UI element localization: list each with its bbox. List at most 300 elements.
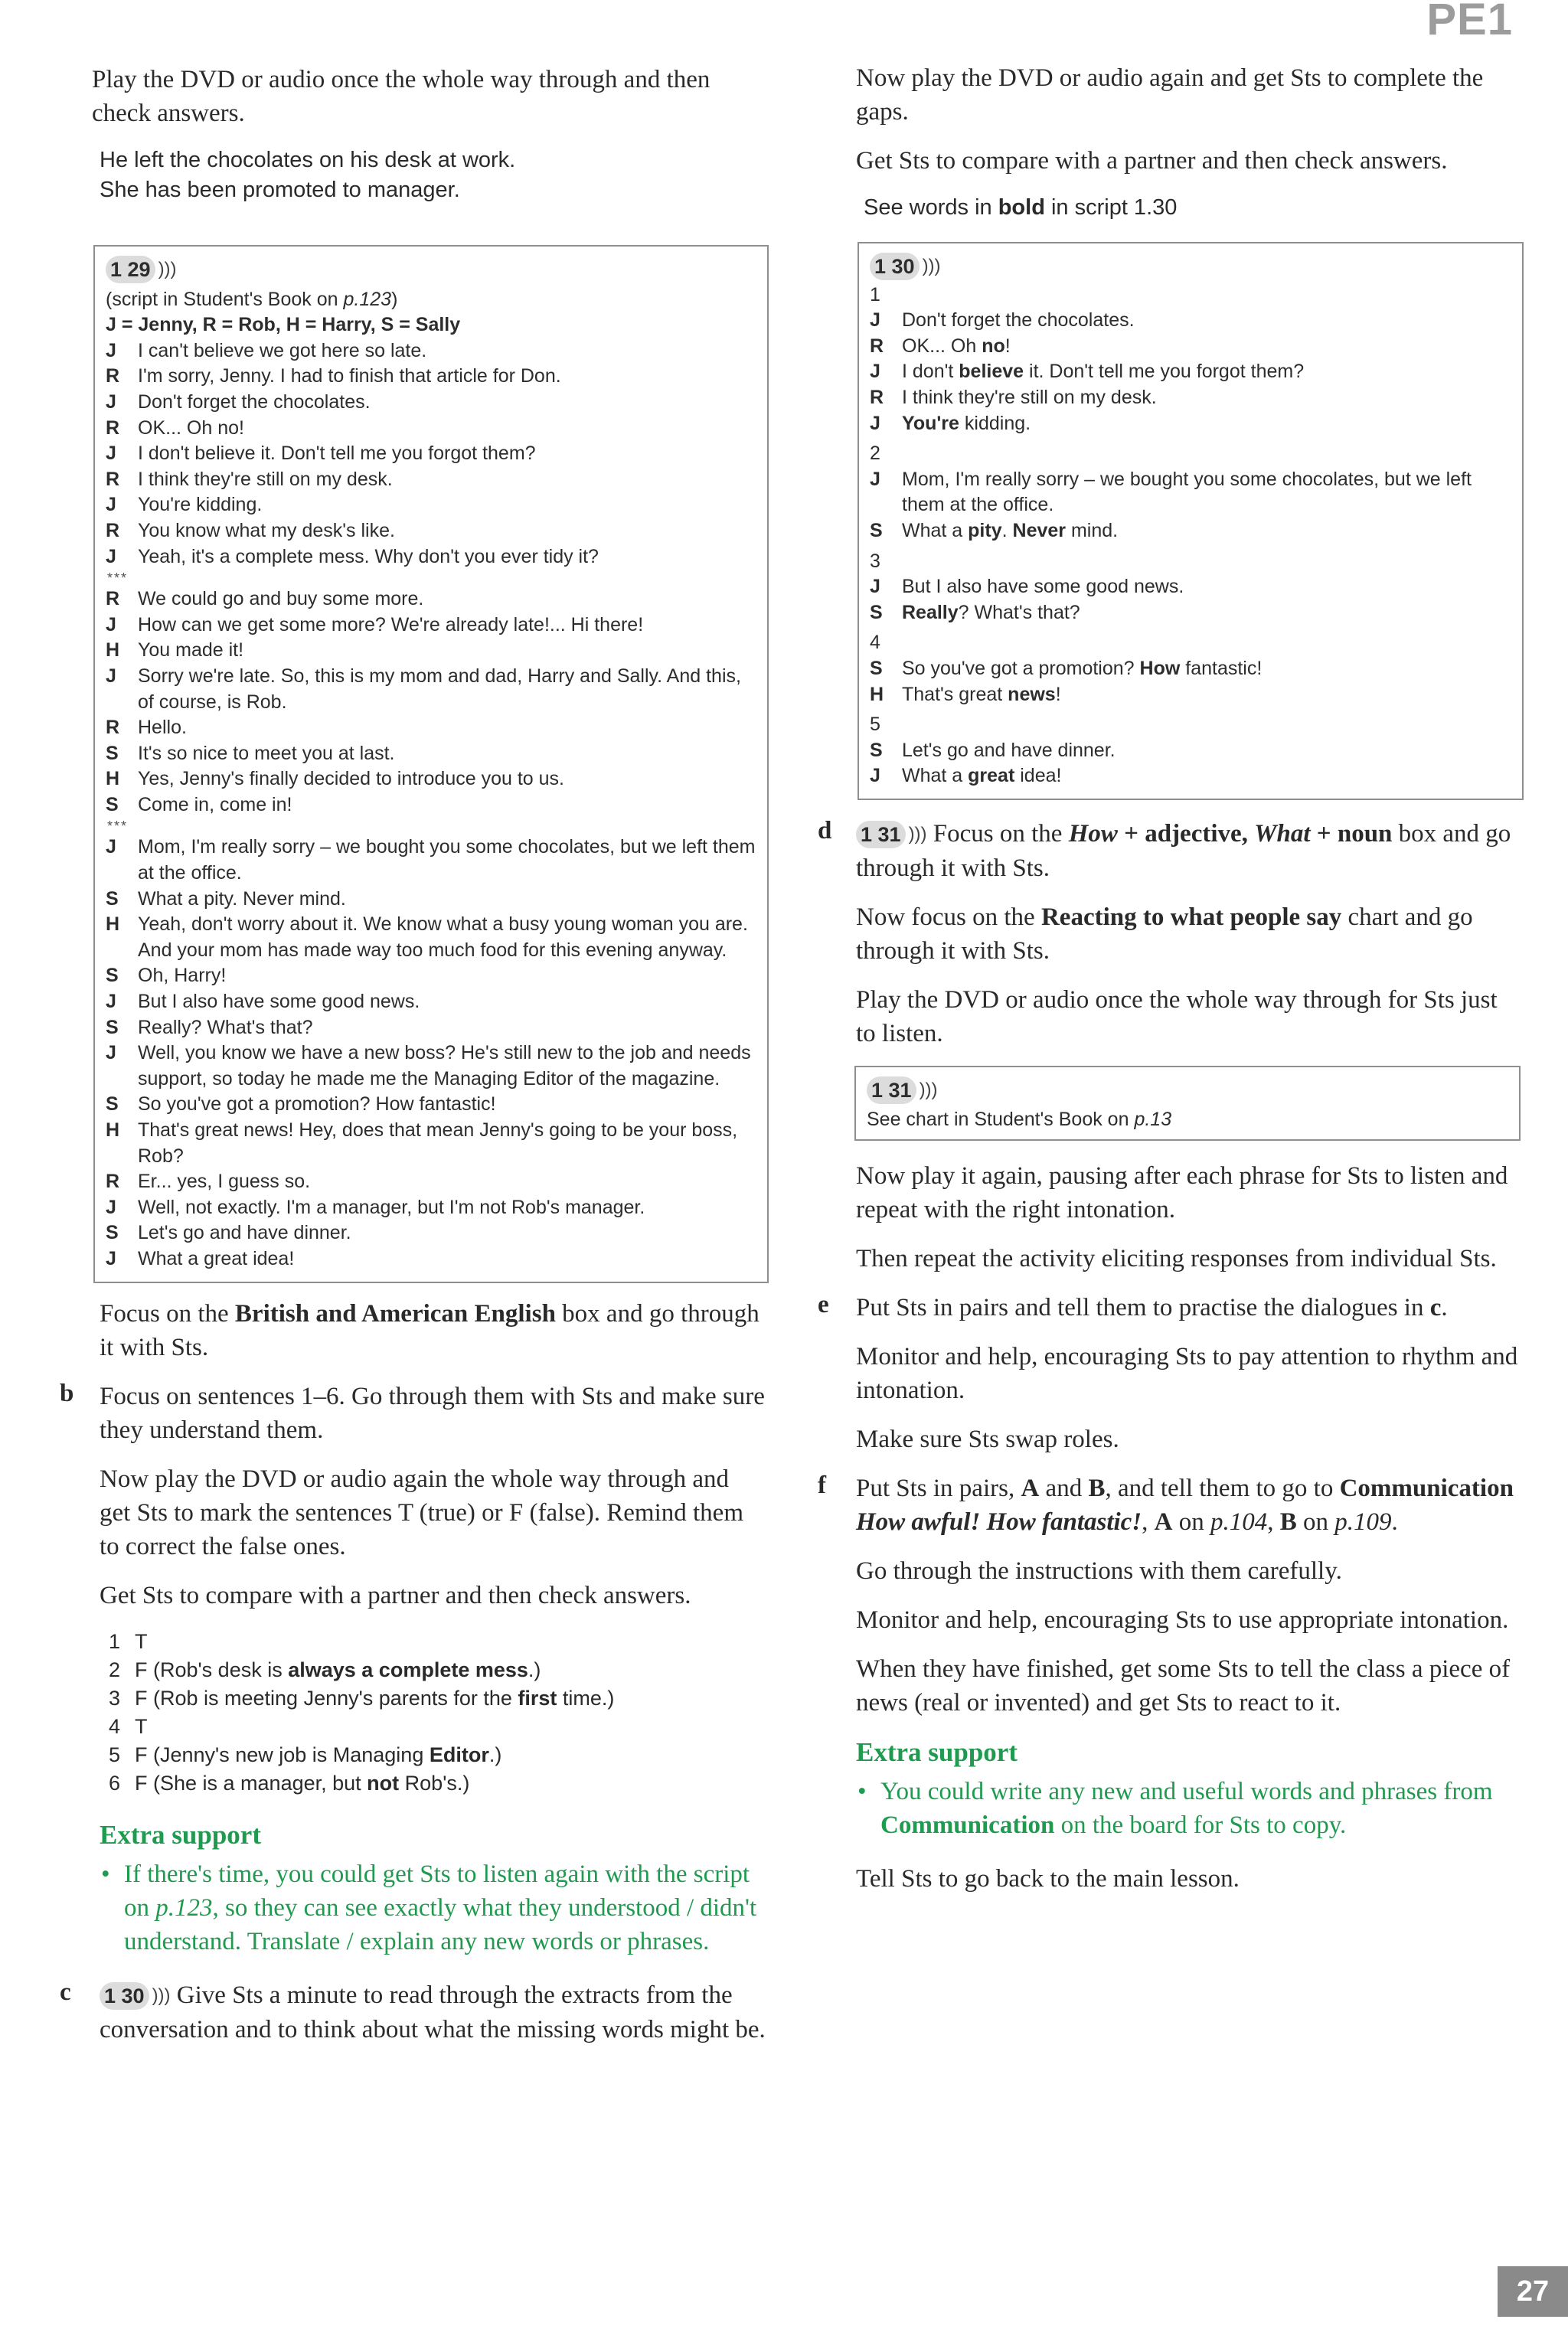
speaker-initial: J xyxy=(870,468,880,490)
speaker-initial: J xyxy=(106,339,116,361)
text: F (Rob is meeting Jenny's parents for the xyxy=(135,1686,518,1710)
text: , and tell them to go to xyxy=(1105,1475,1340,1503)
paragraph xyxy=(856,900,1522,968)
speaker-initial: R xyxy=(106,717,120,739)
dialogue-line xyxy=(106,586,756,612)
text: in script 1.30 xyxy=(1044,195,1178,220)
dialogue-line xyxy=(106,544,756,570)
script-ref-suffix: ) xyxy=(391,288,398,310)
extra-support-1 xyxy=(92,1818,766,1958)
speaker-initial: R xyxy=(106,519,120,541)
bold-text: + adjective, xyxy=(1117,819,1255,848)
answer-word: How xyxy=(1139,657,1181,679)
audio-script-box-1-30 xyxy=(858,242,1524,800)
answer-item xyxy=(109,1713,766,1741)
text: What a xyxy=(902,519,969,541)
dialogue-text: What a great idea! xyxy=(138,1247,295,1269)
answers-b xyxy=(109,1628,766,1798)
text: idea! xyxy=(1014,765,1062,787)
answer-word: Never xyxy=(1012,519,1067,541)
dialogue-line xyxy=(106,835,756,886)
dialogue-line xyxy=(106,638,756,664)
dialogue-text: That's great news! Hey, does that mean Jenny's going to be your boss, Rob? xyxy=(138,1119,738,1167)
section-b xyxy=(60,1379,766,1798)
speaker-initial: J xyxy=(106,836,116,858)
text: on the board for Sts to copy. xyxy=(1054,1811,1347,1840)
dialogue-line xyxy=(106,390,756,416)
dialogue-part-1 xyxy=(106,338,756,570)
dialogue-text: You know what my desk's like. xyxy=(138,519,395,541)
bold-italic-text: How awful! How fantastic! xyxy=(856,1508,1142,1537)
speaker-initial: J xyxy=(106,390,116,413)
dialogue-text xyxy=(902,308,1511,334)
gap-fill-extracts xyxy=(870,283,1511,789)
speaker-initial: S xyxy=(106,965,119,987)
answer-text xyxy=(135,1628,148,1656)
text: So you've got a promotion? xyxy=(902,657,1140,679)
speaker-initial: R xyxy=(106,588,120,610)
paragraph: Make sure Sts swap roles. xyxy=(856,1426,1119,1454)
dialogue-line xyxy=(106,612,756,639)
speaker-initial: R xyxy=(870,335,884,357)
speaker-initial: S xyxy=(870,519,883,541)
track-number: 1 30 xyxy=(100,1982,149,2010)
text: Focus on the xyxy=(926,819,1069,848)
text: box and go through it with Sts. xyxy=(100,1299,760,1361)
answer-text xyxy=(135,1684,614,1713)
paragraph: Monitor and help, encouraging Sts to pay attention to rhythm and intonation. xyxy=(856,1343,1518,1405)
dialogue-text xyxy=(902,385,1511,411)
audio-track-badge[interactable] xyxy=(100,1979,171,2013)
dialogue-line xyxy=(106,887,756,913)
section-letter: f xyxy=(818,1472,826,1500)
speaker-initial: J xyxy=(106,545,116,567)
dialogue-text: Mom, I'm really sorry – we bought you some chocolates, but we left them at the office. xyxy=(138,836,756,884)
extra-support-bullet xyxy=(100,1857,766,1958)
answer-word: pity xyxy=(968,519,1002,541)
dialogue-line xyxy=(106,1169,756,1195)
paragraph: When they have finished, get some Sts to tell the class a piece of news (real or invented) and get Sts to react to it. xyxy=(856,1655,1511,1717)
paragraph xyxy=(856,817,1522,885)
text: , xyxy=(1142,1508,1155,1537)
bold-text: Reacting to what people say xyxy=(1040,903,1342,931)
audio-wave-icon: ))) xyxy=(922,256,941,277)
dialogue-text: How can we get some more? We're already late!... Hi there! xyxy=(138,613,644,635)
dialogue-text: You made it! xyxy=(138,639,244,662)
section-letter: d xyxy=(818,816,832,844)
paragraph: Focus on sentences 1–6. Go through them with Sts and make sure they understand them. xyxy=(100,1382,765,1444)
dialogue-line xyxy=(870,738,1511,764)
text: See chart in Student's Book on xyxy=(867,1109,1135,1131)
text: F (Rob's desk is xyxy=(135,1658,289,1681)
answer-item xyxy=(109,1684,766,1713)
text: , xyxy=(1267,1508,1280,1537)
speaker-initial: J xyxy=(870,361,880,383)
paragraph xyxy=(100,1978,766,2047)
bullet-icon: • xyxy=(858,1778,867,1806)
dialogue-line xyxy=(106,416,756,442)
answer-number: 2 xyxy=(109,1658,121,1681)
answer-line: She has been promoted to manager. xyxy=(100,178,460,202)
text: Don't forget the chocolates. xyxy=(902,309,1135,332)
answer-text xyxy=(135,1769,469,1798)
answer-word: You're xyxy=(902,412,959,434)
track-number: 1 30 xyxy=(870,253,920,280)
speaker-initial: J xyxy=(106,613,116,635)
script-reference xyxy=(106,287,756,313)
text: But I also have some good news. xyxy=(902,576,1184,598)
dialogue-line xyxy=(106,518,756,544)
speaker-initial: J xyxy=(106,1042,116,1064)
dialogue-line xyxy=(106,664,756,715)
text: OK... Oh xyxy=(902,335,982,357)
text: fantastic! xyxy=(1180,657,1263,679)
paragraph: Now play it again, pausing after each phrase for Sts to listen and repeat with the right intonation. xyxy=(856,1162,1508,1224)
text: time.) xyxy=(557,1686,615,1710)
answer-number: 5 xyxy=(109,1743,121,1766)
dialogue-text xyxy=(902,467,1511,518)
speaker-initial: S xyxy=(106,887,119,910)
speaker-initial: J xyxy=(870,412,880,434)
page-ref: p.109 xyxy=(1334,1508,1392,1537)
text: on xyxy=(1172,1508,1210,1537)
dialogue-line xyxy=(106,1040,756,1092)
dialogue-line xyxy=(106,1092,756,1118)
extract-number: 2 xyxy=(870,443,880,465)
bold-text: A xyxy=(1021,1475,1040,1503)
text: mind. xyxy=(1066,519,1119,541)
bold-text: c xyxy=(1429,1294,1442,1322)
dialogue-text xyxy=(902,359,1511,385)
bold-text: Editor xyxy=(429,1743,489,1766)
answer-word: believe xyxy=(959,361,1024,383)
text: If there's time, you could get Sts to listen again with the script on xyxy=(124,1860,750,1922)
paragraph: Monitor and help, encouraging Sts to use appropriate intonation. xyxy=(856,1606,1509,1635)
speaker-initial: R xyxy=(870,386,884,408)
text: .) xyxy=(528,1658,541,1681)
dialogue-text: But I also have some good news. xyxy=(138,991,420,1013)
dialogue-text: It's so nice to meet you at last. xyxy=(138,742,395,764)
bold-text: first xyxy=(518,1686,557,1710)
text: chart and go through it with Sts. xyxy=(856,903,1473,965)
dialogue-text: I think they're still on my desk. xyxy=(138,468,393,490)
paragraph: Go through the instructions with them carefully. xyxy=(856,1557,1342,1586)
dialogue-text: Yeah, it's a complete mess. Why don't you ever tidy it? xyxy=(138,545,599,567)
intro-paragraph: Play the DVD or audio once the whole way through and then check answers. xyxy=(92,66,710,127)
text: Put Sts in pairs, xyxy=(856,1475,1021,1503)
speaker-initial: J xyxy=(106,443,116,465)
extract-number: 3 xyxy=(870,550,880,572)
bold-text: not xyxy=(367,1771,400,1795)
answer-item xyxy=(109,1769,766,1798)
closing-paragraph: Tell Sts to go back to the main lesson. xyxy=(856,1865,1240,1893)
track-number: 1 31 xyxy=(867,1076,916,1104)
speaker-initial: H xyxy=(106,1119,120,1141)
dialogue-line xyxy=(870,359,1511,385)
text: box and go through it with Sts. xyxy=(856,819,1511,882)
paragraph: Now play the DVD or audio again the whole way through and get Sts to mark the sentences T (true) or F (false). Remind them to correct the false ones. xyxy=(100,1465,744,1560)
text: kidding. xyxy=(959,412,1031,434)
text: Rob's.) xyxy=(399,1771,470,1795)
dialogue-text: Hello. xyxy=(138,717,187,739)
speaker-initial: J xyxy=(106,1247,116,1269)
text: T xyxy=(135,1714,148,1738)
speaker-initial: J xyxy=(106,1196,116,1218)
dialogue-line xyxy=(106,467,756,493)
page-number: 27 xyxy=(1498,2266,1568,2317)
speaker-initial: S xyxy=(870,657,883,679)
dialogue-text xyxy=(902,574,1511,600)
dialogue-text: I don't believe it. Don't tell me you forgot them? xyxy=(138,443,536,465)
dialogue-line xyxy=(870,656,1511,682)
extra-support-bullet xyxy=(856,1775,1522,1842)
paragraph: Play the DVD or audio once the whole way through for Sts just to listen. xyxy=(856,985,1498,1047)
answer-number: 3 xyxy=(109,1686,121,1710)
dialogue-line xyxy=(106,492,756,518)
bold-text: B xyxy=(1088,1475,1106,1503)
speaker-initial: S xyxy=(106,1093,119,1116)
speaker-initial: S xyxy=(106,1222,119,1244)
audio-script-box-1-29 xyxy=(93,245,769,1283)
paragraph: Get Sts to compare with a partner and then check answers. xyxy=(100,1581,691,1609)
dialogue-part-3 xyxy=(106,835,756,1272)
text: on xyxy=(1296,1508,1335,1537)
text: See words in xyxy=(864,195,998,220)
text: and xyxy=(1039,1475,1089,1503)
section-letter: b xyxy=(60,1379,74,1407)
bold-text: B xyxy=(1279,1508,1297,1537)
text: Mom, I'm really sorry – we bought you some chocolates, but we left them at the office. xyxy=(902,468,1472,516)
section-d xyxy=(818,816,1522,1276)
dialogue-line xyxy=(106,1118,756,1169)
text: F (Jenny's new job is Managing xyxy=(135,1743,430,1766)
speaker-initial: J xyxy=(106,991,116,1013)
text: F (She is a manager, but xyxy=(135,1771,368,1795)
text: Let's go and have dinner. xyxy=(902,739,1116,761)
text: . xyxy=(1001,519,1013,541)
extra-support-heading: Extra support xyxy=(100,1819,261,1850)
bold-text: Communication xyxy=(1339,1475,1514,1503)
audio-track-badge[interactable] xyxy=(106,256,177,283)
bullet-icon: • xyxy=(101,1860,110,1888)
dialogue-text xyxy=(902,334,1511,360)
dialogue-line xyxy=(870,682,1511,708)
script-ref-page: p.123 xyxy=(343,288,392,310)
speaker-initial: J xyxy=(106,665,116,687)
text: ? What's that? xyxy=(958,601,1080,623)
dialogue-line xyxy=(106,1195,756,1221)
audio-track-badge[interactable] xyxy=(867,1076,938,1104)
speaker-initial: H xyxy=(106,639,120,662)
bold-text: bold xyxy=(998,195,1045,220)
text: Focus on the xyxy=(100,1299,235,1328)
dialogue-line xyxy=(870,467,1511,518)
dialogue-line xyxy=(106,1220,756,1246)
track-number: 1 31 xyxy=(856,821,906,848)
track-number: 1 29 xyxy=(106,256,155,283)
speaker-initial: S xyxy=(106,742,119,764)
text: Put Sts in pairs and tell them to practise the dialogues in xyxy=(856,1294,1430,1322)
answer-item xyxy=(109,1628,766,1656)
paragraph: Then repeat the activity eliciting responses from individual Sts. xyxy=(856,1245,1497,1273)
answer-number: 6 xyxy=(109,1771,121,1795)
bold-text: Communication xyxy=(880,1811,1055,1840)
dialogue-line xyxy=(106,741,756,767)
answer-word: Really xyxy=(902,601,959,623)
dialogue-text xyxy=(902,763,1511,789)
dialogue-text: So you've got a promotion? How fantastic! xyxy=(138,1093,496,1116)
dialogue-part-2 xyxy=(106,586,756,818)
speaker-initial: H xyxy=(106,768,120,790)
text: it. Don't tell me you forgot them? xyxy=(1024,361,1305,383)
chart-reference xyxy=(867,1107,1508,1133)
dialogue-text: Don't forget the chocolates. xyxy=(138,390,371,413)
text: You could write any new and useful words and phrases from xyxy=(880,1778,1493,1806)
extra-support-2 xyxy=(856,1735,1522,1842)
dialogue-line xyxy=(870,385,1511,411)
paragraph: Now play the DVD or audio again and get Sts to complete the gaps. xyxy=(856,64,1484,126)
text: . xyxy=(1391,1508,1398,1537)
unit-tag: PE1 xyxy=(1426,0,1513,44)
left-column xyxy=(60,63,766,2062)
audio-box-1-31 xyxy=(854,1066,1521,1141)
section-divider: *** xyxy=(107,818,129,835)
dialogue-text xyxy=(902,738,1511,764)
paragraph xyxy=(856,1472,1522,1539)
dialogue-line xyxy=(106,912,756,963)
page-ref: p.104 xyxy=(1210,1508,1268,1537)
dialogue-line xyxy=(870,574,1511,600)
dialogue-text: Well, you know we have a new boss? He's still new to the job and needs support, so today he made me the Managing Editor of the magazine. xyxy=(138,1042,751,1089)
dialogue-line xyxy=(106,1015,756,1041)
audio-wave-icon: ))) xyxy=(158,259,177,280)
audio-track-badge[interactable] xyxy=(870,253,941,280)
section-f xyxy=(818,1472,1522,1720)
text: ! xyxy=(1004,335,1011,357)
speaker-initial: J xyxy=(870,309,880,332)
answer-line: He left the chocolates on his desk at work. xyxy=(100,148,516,172)
dialogue-line xyxy=(106,1246,756,1272)
section-e xyxy=(818,1291,1522,1456)
dialogue-text: Well, not exactly. I'm a manager, but I'm not Rob's manager. xyxy=(138,1196,645,1218)
extract-number: 4 xyxy=(870,632,880,654)
dialogue-line xyxy=(106,766,756,792)
dialogue-line xyxy=(870,600,1511,626)
extra-support-heading: Extra support xyxy=(856,1737,1018,1768)
audio-wave-icon: ))) xyxy=(919,1080,938,1101)
dialogue-text: OK... Oh no! xyxy=(138,416,244,439)
answer-word: news xyxy=(1008,683,1056,705)
speaker-initial: R xyxy=(106,468,120,490)
section-c xyxy=(60,1978,766,2047)
see-words-line xyxy=(864,193,1522,222)
cast-line: J = Jenny, R = Rob, H = Harry, S = Sally xyxy=(106,314,461,336)
speaker-initial: R xyxy=(106,1171,120,1193)
speaker-initial: S xyxy=(870,601,883,623)
dialogue-text: Er... yes, I guess so. xyxy=(138,1171,311,1193)
dialogue-text xyxy=(902,656,1511,682)
bold-text: A xyxy=(1154,1508,1173,1537)
page-ref: p.123 xyxy=(155,1893,213,1922)
dialogue-text: Come in, come in! xyxy=(138,793,292,815)
dialogue-line xyxy=(870,763,1511,789)
text: I think they're still on my desk. xyxy=(902,386,1157,408)
dialogue-text: I can't believe we got here so late. xyxy=(138,339,427,361)
answer-item xyxy=(109,1741,766,1769)
focus-bae-paragraph xyxy=(92,1297,766,1364)
dialogue-text: Let's go and have dinner. xyxy=(138,1222,351,1244)
script-ref-prefix: (script in Student's Book on xyxy=(106,288,344,310)
dialogue-text xyxy=(902,518,1511,544)
paragraph: Get Sts to compare with a partner and then check answers. xyxy=(856,147,1448,175)
speaker-initial: S xyxy=(106,793,119,815)
bold-text: British and American English xyxy=(234,1299,556,1328)
answers-a xyxy=(100,145,766,205)
text: , so they can see exactly what they understood / didn't understand. Translate / explain any new words or phrases. xyxy=(124,1893,757,1955)
dialogue-text: Oh, Harry! xyxy=(138,965,227,987)
extract-number: 1 xyxy=(870,283,880,305)
speaker-initial: J xyxy=(106,494,116,516)
speaker-initial: H xyxy=(106,913,120,936)
dialogue-text: Yeah, don't worry about it. We know what a busy young woman you are. And your mom has made way too much food for this evening anyway. xyxy=(138,913,748,961)
text: .) xyxy=(488,1743,502,1766)
dialogue-line xyxy=(106,715,756,741)
dialogue-line xyxy=(106,441,756,467)
text: That's great xyxy=(902,683,1008,705)
text: ! xyxy=(1055,683,1061,705)
section-letter: e xyxy=(818,1291,829,1319)
text: T xyxy=(135,1629,148,1653)
speaker-initial: S xyxy=(106,1016,119,1038)
answer-item xyxy=(109,1656,766,1684)
page-ref: p.13 xyxy=(1134,1109,1172,1131)
speaker-initial: J xyxy=(870,765,880,787)
answer-word: no xyxy=(982,335,1005,357)
dialogue-text xyxy=(902,411,1511,437)
dialogue-text: Sorry we're late. So, this is my mom and dad, Harry and Sally. And this, of course, is Rob. xyxy=(138,665,741,713)
answer-text xyxy=(135,1656,541,1684)
paragraph xyxy=(856,1291,1522,1325)
dialogue-line xyxy=(106,364,756,390)
section-letter: c xyxy=(60,1978,71,2006)
dialogue-text: Yes, Jenny's finally decided to introduce you to us. xyxy=(138,768,564,790)
dialogue-line xyxy=(870,308,1511,334)
answer-text xyxy=(135,1713,148,1741)
text: Now focus on the xyxy=(856,903,1041,931)
dialogue-line xyxy=(106,792,756,818)
speaker-initial: J xyxy=(870,576,880,598)
speaker-initial: S xyxy=(870,739,883,761)
right-column xyxy=(818,61,1522,1911)
bold-italic-text: How xyxy=(1068,819,1118,848)
answer-word: great xyxy=(968,765,1015,787)
dialogue-text: I'm sorry, Jenny. I had to finish that article for Don. xyxy=(138,365,561,387)
dialogue-line xyxy=(870,411,1511,437)
dialogue-line xyxy=(106,963,756,989)
dialogue-text: Really? What's that? xyxy=(138,1016,313,1038)
dialogue-text: You're kidding. xyxy=(138,494,263,516)
dialogue-text xyxy=(902,682,1511,708)
audio-track-badge[interactable] xyxy=(856,818,927,851)
answer-text xyxy=(135,1741,501,1769)
audio-wave-icon: ))) xyxy=(152,1984,171,2006)
dialogue-text: We could go and buy some more. xyxy=(138,588,424,610)
bold-text: + noun xyxy=(1310,819,1393,848)
extract-number: 5 xyxy=(870,714,880,736)
text: What a xyxy=(902,765,969,787)
dialogue-line xyxy=(870,518,1511,544)
bold-text: always a complete mess xyxy=(288,1658,528,1681)
